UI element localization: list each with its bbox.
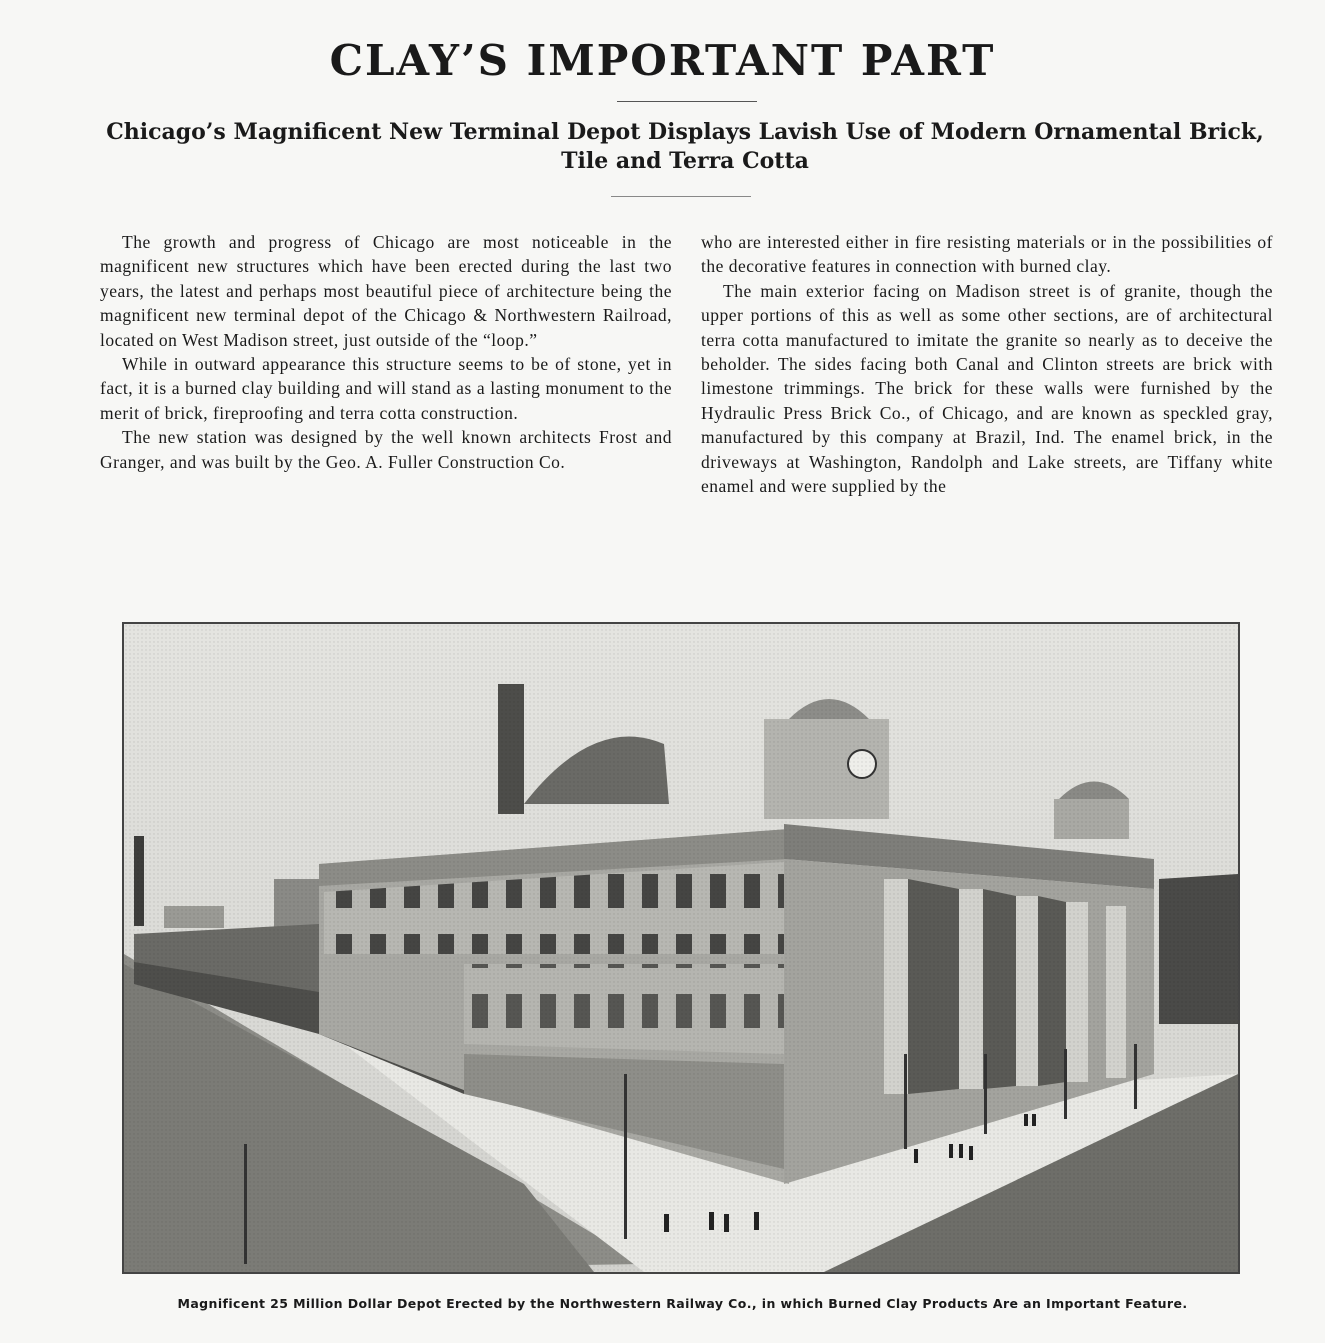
article-subtitle: Chicago’s Magnificent New Terminal Depot Displays Lavish Use of Modern Ornamental Brick, Tile and Terra Cotta bbox=[106, 119, 1264, 174]
paragraph: The new station was designed by the well known architects Frost and Granger, and was built by the Geo. A. Fuller Construction Co. bbox=[100, 427, 672, 472]
paragraph-continuation: who are interested either in fire resisting materials or in the possibilities of the decorative features in connection with burned clay. bbox=[701, 232, 1273, 277]
paragraph: While in outward appearance this structure seems to be of stone, yet in fact, it is a burned clay building and will stand as a lasting monument to the merit of brick, fireproofing and terra cotta construction. bbox=[100, 354, 672, 423]
article-title: CLAY’S IMPORTANT PART bbox=[329, 36, 996, 85]
right-column bbox=[701, 230, 1273, 498]
left-column bbox=[100, 230, 672, 474]
depot-illustration bbox=[124, 624, 1238, 1272]
paragraph: The main exterior facing on Madison street is of granite, though the upper portions of this as well as some other sections, are of architectural terra cotta manufactured to imitate the granite so nearly as to deceive the beholder. The sides facing both Canal and Clinton streets are brick with limestone trimmings. The brick for these walls were furnished by the Hydraulic Press Brick Co., of Chicago, and are known as speckled gray, manufactured by this company at Brazil, Ind. The enamel brick, in the driveways at Washington, Randolph and Lake streets, are Tiffany white enamel and were supplied by the bbox=[701, 280, 1273, 497]
depot-photograph bbox=[122, 622, 1240, 1274]
subtitle-divider bbox=[611, 196, 751, 197]
photo-caption: Magnificent 25 Million Dollar Depot Erected by the Northwestern Railway Co., in which Burned Clay Products Are an Important Feature. bbox=[177, 1296, 1188, 1311]
paragraph: The growth and progress of Chicago are most noticeable in the magnificent new structures which have been erected during the last two years, the latest and perhaps most beautiful piece of architecture being the magnificent new terminal depot of the Chicago & Northwestern Railroad, located on West Madison street, just outside of the “loop.” bbox=[100, 232, 672, 350]
title-divider bbox=[617, 101, 757, 102]
